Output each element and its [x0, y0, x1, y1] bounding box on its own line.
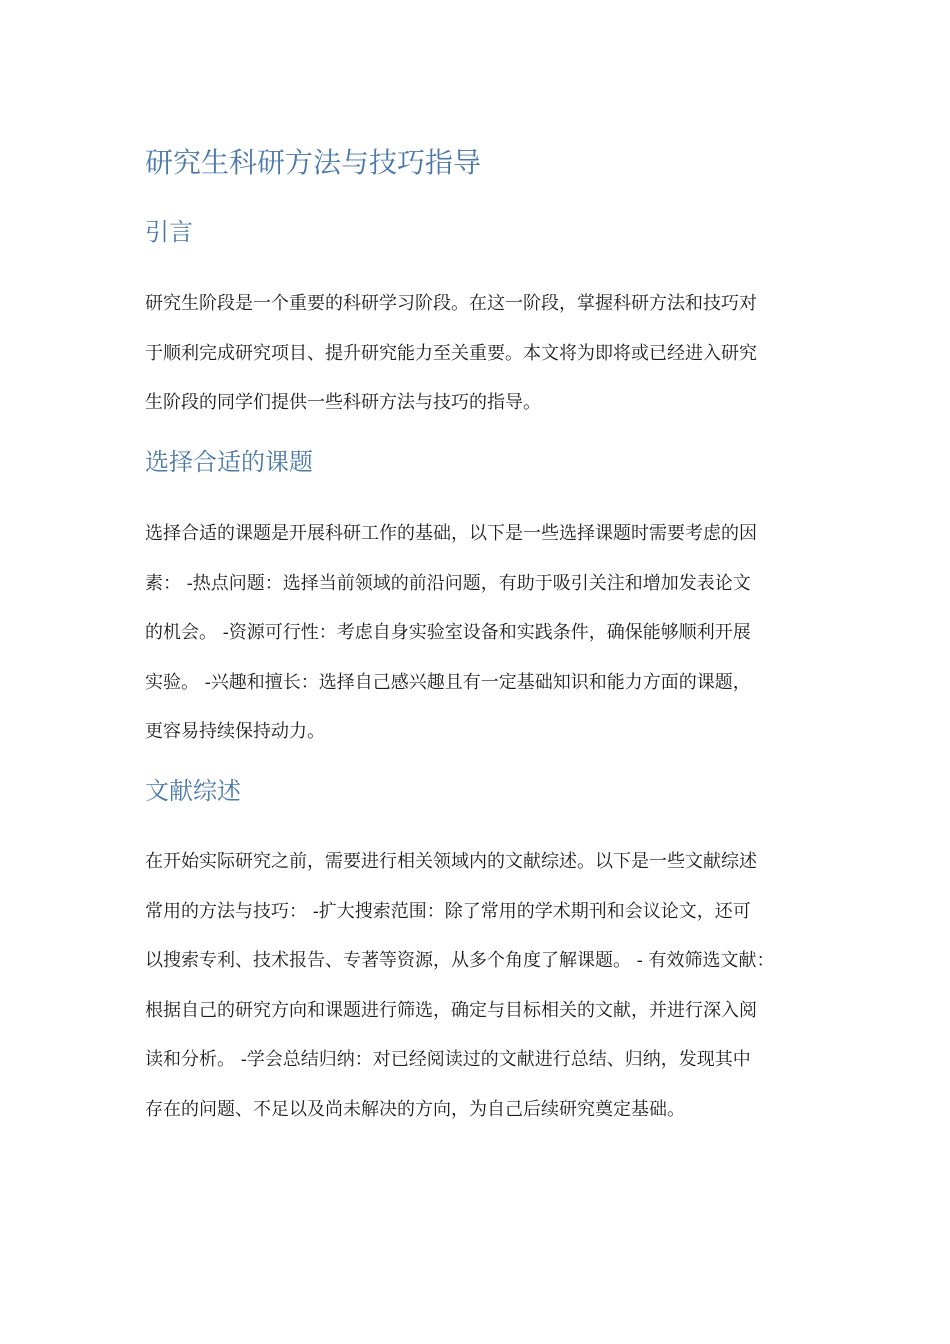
section-body-intro — [145, 279, 757, 428]
body-line: 生阶段的同学们提供一些科研方法与技巧的指导。 — [145, 392, 541, 413]
section-body-topic — [145, 509, 757, 757]
body-line: 素： -热点问题：选择当前领域的前沿问题，有助于吸引关注和增加发表论文 — [145, 572, 751, 594]
body-line: 更容易持续保持动力。 — [145, 721, 325, 742]
body-line: 读和分析。 -学会总结归纳：对已经阅读过的文献进行总结、归纳，发现其中 — [145, 1049, 751, 1070]
body-line: 常用的方法与技巧： -扩大搜索范围：除了常用的学术期刊和会议论文，还可 — [145, 900, 751, 922]
document-title: 研究生科研方法与技巧指导 — [145, 146, 482, 179]
body-line: 以搜索专利、技术报告、专著等资源，从多个角度了解课题。 - 有效筛选文献： — [145, 950, 775, 971]
section-heading-topic: 选择合适的课题 — [145, 448, 313, 476]
body-line: 于顺利完成研究项目、提升研究能力至关重要。本文将为即将或已经进入研究 — [145, 342, 757, 364]
body-line: 研究生阶段是一个重要的科研学习阶段。在这一阶段，掌握科研方法和技巧对 — [145, 293, 757, 314]
section-heading-intro: 引言 — [145, 218, 193, 246]
body-line: 存在的问题、不足以及尚未解决的方向，为自己后续研究奠定基础。 — [145, 1098, 685, 1120]
section-heading-literature: 文献综述 — [145, 777, 241, 805]
section-body-literature — [145, 837, 775, 1134]
body-line: 选择合适的课题是开展科研工作的基础，以下是一些选择课题时需要考虑的因 — [145, 523, 757, 544]
body-line: 实验。 -兴趣和擅长：选择自己感兴趣且有一定基础知识和能力方面的课题， — [145, 671, 751, 693]
body-line: 的机会。 -资源可行性：考虑自身实验室设备和实践条件，确保能够顺利开展 — [145, 622, 751, 643]
body-line: 根据自己的研究方向和课题进行筛选，确定与目标相关的文献，并进行深入阅 — [145, 999, 757, 1021]
body-line: 在开始实际研究之前，需要进行相关领域内的文献综述。以下是一些文献综述 — [145, 851, 757, 872]
